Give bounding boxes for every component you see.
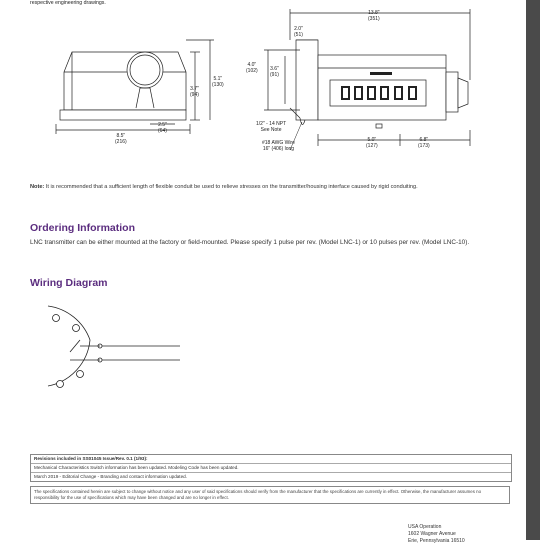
wiring-heading: Wiring Diagram bbox=[30, 277, 108, 289]
revisions-line: March 2019 - Editorial Change - Branding and contact information updated. bbox=[34, 474, 187, 479]
switch-contact bbox=[70, 340, 80, 352]
intro-text-fragment: respective engineering drawings. bbox=[30, 0, 106, 6]
ordering-heading: Ordering Information bbox=[30, 222, 135, 234]
wiring-pin bbox=[57, 381, 64, 388]
dim-height-40: 4.0" (102) bbox=[246, 62, 258, 74]
revisions-title: Revisions included in SS01045 Issue/Rev. 0.1 (1/93): bbox=[31, 455, 511, 464]
dim-overall-height: 5.1" (130) bbox=[212, 76, 224, 88]
note-text: It is recommended that a sufficient length of flexible conduit be used to relieve stresses on the transmitter/housing interface caused by rigid conduiting. bbox=[44, 184, 418, 190]
dim-height-36: 3.6" (91) bbox=[270, 66, 279, 78]
note-label: Note: bbox=[30, 184, 45, 190]
viewer-scrollbar[interactable] bbox=[526, 0, 540, 540]
dim-base-width: 8.5" (216) bbox=[115, 133, 127, 145]
dim-left-height: 3.7" (94) bbox=[190, 86, 199, 98]
dim-overall-width: 13.8" (351) bbox=[368, 10, 380, 22]
wiring-pin bbox=[53, 315, 60, 322]
wiring-pin bbox=[77, 371, 84, 378]
dim-right-width: 6.8" (173) bbox=[418, 137, 430, 149]
dim-counter-width: 5.0" (127) bbox=[366, 137, 378, 149]
wiring-pin bbox=[73, 325, 80, 332]
dim-foot-width: 2.5" (64) bbox=[158, 122, 167, 134]
dim-wire: #18 AWG Wire 16" (406) long bbox=[262, 140, 295, 152]
address-line: Erie, Pennsylvania 16510 bbox=[408, 538, 465, 544]
revisions-table bbox=[30, 454, 512, 482]
ordering-text: LNC transmitter can be either mounted at the factory or field-mounted. Please specify 1 pulse per rev. (Model LNC-1) or 10 pulses per rev. (Model LNC-10). bbox=[30, 239, 470, 246]
address-line: 1602 Wagner Avenue bbox=[408, 531, 456, 537]
disclaimer-box: The specifications contained herein are subject to change without notice and any user of said specifications should verify from the manufacturer that the specifications are currently in effect. Otherwise, the manufacturer assumes no responsibility for the use of specifications which may have been changed and are no longer in effect. bbox=[30, 486, 510, 504]
revisions-line: Mechanical Characteristics Switch information has been updated. Modeling Code has been updated. bbox=[31, 464, 511, 473]
address-line: USA Operation bbox=[408, 524, 442, 530]
dim-conduit: 2.0" (51) bbox=[294, 26, 303, 38]
dim-npt: 1/2" - 14 NPT See Note bbox=[256, 121, 287, 133]
